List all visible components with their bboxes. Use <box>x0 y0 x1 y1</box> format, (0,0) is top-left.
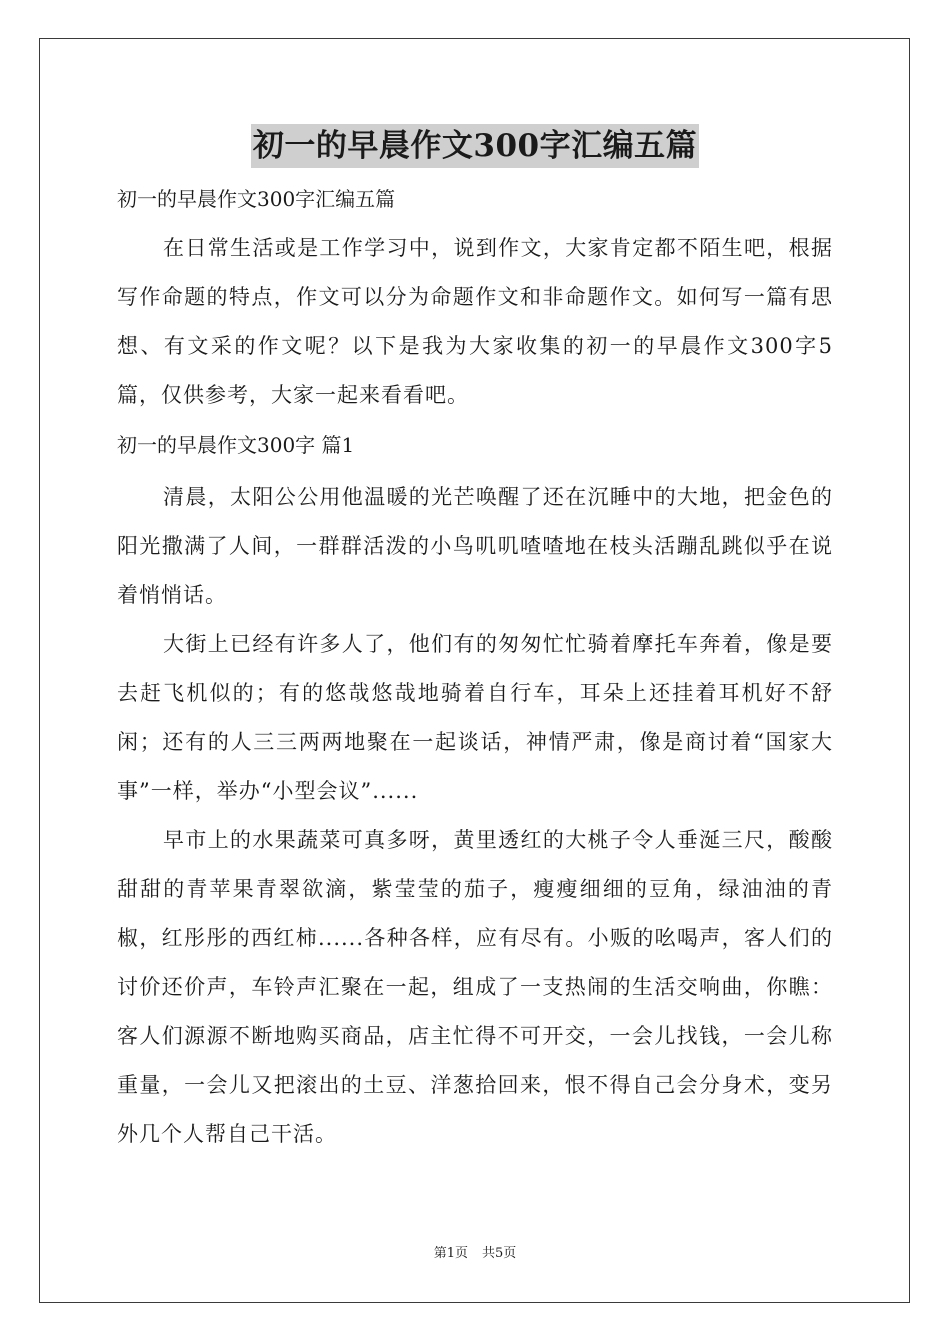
body-paragraph: 大街上已经有许多人了，他们有的匆匆忙忙骑着摩托车奔着，像是要去赶飞机似的；有的悠哉悠哉地骑着自行车，耳朵上还挂着耳机好不舒闲；还有的人三三两两地聚在一起谈话，神情严肃，像是商讨着“国家大事”一样，举办“小型会议”...... <box>117 632 833 803</box>
body-paragraph: 清晨，太阳公公用他温暖的光芒唤醒了还在沉睡中的大地，把金色的阳光撒满了人间，一群群活泼的小鸟叽叽喳喳地在枝头活蹦乱跳似乎在说着悄悄话。 <box>117 485 833 607</box>
body-paragraph: 早市上的水果蔬菜可真多呀，黄里透红的大桃子令人垂涎三尺，酸酸甜甜的青苹果青翠欲滴，紫莹莹的茄子，瘦瘦细细的豆角，绿油油的青椒，红彤彤的西红柿......各种各样，应有尽有。小贩的吆喝声，客人们的讨价还价声，车铃声汇聚在一起，组成了一支热闹的生活交响曲，你瞧：客人们源源不断地购买商品，店主忙得不可开交，一会儿找钱，一会儿称重量，一会儿又把滚出的土豆、洋葱拾回来，恨不得自己会分身术，变另外几个人帮自己干活。 <box>117 828 833 1146</box>
intro-paragraph: 在日常生活或是工作学习中，说到作文，大家肯定都不陌生吧，根据写作命题的特点，作文可以分为命题作文和非命题作文。如何写一篇有思想、有文采的作文呢？以下是我为大家收集的初一的早晨作文300字5篇，仅供参考，大家一起来看看吧。 <box>117 236 833 407</box>
page-total: 共5页 <box>482 1246 517 1261</box>
document-subtitle: 初一的早晨作文300字汇编五篇 <box>117 187 396 211</box>
document-title: 初一的早晨作文300字汇编五篇 <box>251 124 699 168</box>
title-container <box>0 124 950 168</box>
page-number: 第1页 <box>433 1246 468 1261</box>
page-footer <box>0 1245 950 1263</box>
document-body <box>117 180 833 1159</box>
section-heading: 初一的早晨作文300字 篇1 <box>117 433 355 457</box>
